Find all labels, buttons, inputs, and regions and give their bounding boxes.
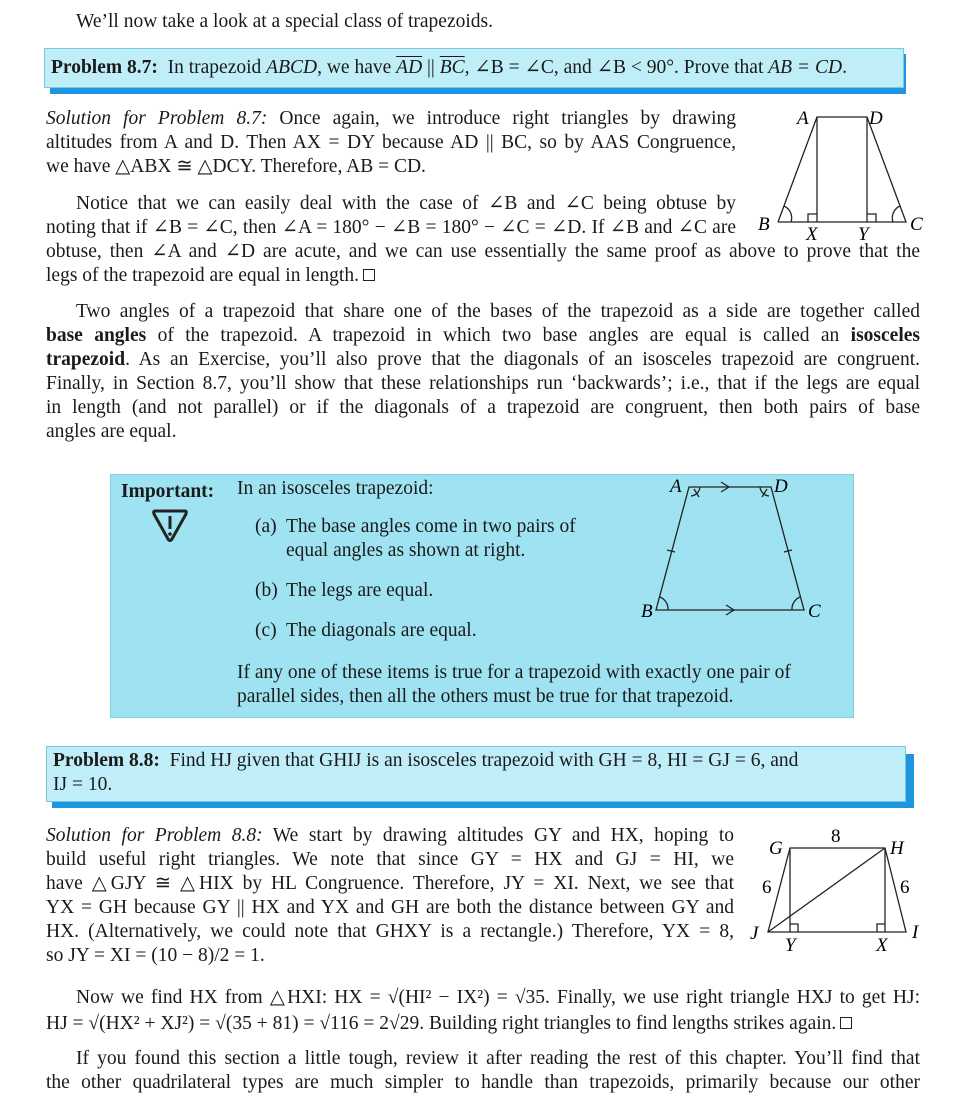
label-b: B <box>641 601 653 622</box>
solution-8-8-para2 <box>46 985 920 1037</box>
figure-trapezoid-ghij <box>748 818 960 958</box>
paragraph-line: Two angles of a trapezoid that share one of the bases of the trapezoid as a side are together called <box>76 301 920 322</box>
solution-8-7-para2 <box>46 192 736 240</box>
problem-text: ABCD <box>266 57 318 78</box>
label-h: H <box>890 838 904 859</box>
solution-line: we have △ABX ≅ △DCY. Therefore, AB = CD. <box>46 156 426 177</box>
paragraph-line: in length (and not parallel) or if the diagonals of a trapezoid are congruent, then both pairs of base <box>46 397 920 418</box>
solution-line: Once again, we introduce right triangles by drawing <box>279 108 737 129</box>
important-heading: In an isosceles trapezoid: <box>237 478 434 499</box>
qed-square-icon <box>363 269 375 281</box>
problem-text: , ∠B = ∠C, and ∠B < 90°. Prove that <box>464 57 769 78</box>
label-d: D <box>869 108 883 129</box>
solution-line: obtuse, then ∠A and ∠D are acute, and we can use essentially the same proof as above to prove that the <box>46 241 920 262</box>
label-y: Y <box>785 935 796 956</box>
problem-text: Find HJ given that GHIJ is an isosceles trapezoid with GH = 8, HI = GJ = 6, and <box>169 750 799 771</box>
problem-text: IJ = 10. <box>53 774 113 795</box>
solution-line: Notice that we can easily deal with the case of ∠B and ∠C being obtuse by <box>76 193 736 214</box>
paragraph-line: . As an Exercise, you’ll also prove that the diagonals of an isosceles trapezoid are congruent. <box>125 349 920 370</box>
problem-text: , we have <box>317 57 397 78</box>
qed-square-icon <box>840 1017 852 1029</box>
important-box <box>110 474 854 718</box>
solution-line: HX. (Alternatively, we could note that GHXY is a rectangle.) Therefore, YX = 8, <box>46 921 734 942</box>
solution-line: build useful right triangles. We note that since GY = HX and GJ = HI, we <box>46 849 734 870</box>
label-a: A <box>670 476 682 497</box>
segment-ad: $\overline{AD}$ <box>396 57 423 78</box>
label-b: B <box>758 214 770 235</box>
important-footer-line2: parallel sides, then all the others must be true for that trapezoid. <box>237 686 734 707</box>
paragraph-line: Finally, in Section 8.7, you’ll show that these relationships run ‘backwards’; i.e., that if the legs are equal <box>46 373 920 394</box>
solution-line: legs of the trapezoid are equal in length. <box>46 265 359 286</box>
solution-8-7 <box>46 107 736 179</box>
label-x: X <box>806 224 818 240</box>
warning-shield-icon <box>151 507 189 543</box>
item-a-line1: The base angles come in two pairs of <box>286 516 576 537</box>
side-gj-length: 6 <box>762 877 772 898</box>
solution-line: have △GJY ≅ △HIX by HL Congruence. Therefore, JY = XI. Next, we see that <box>46 873 734 894</box>
item-a-line2: equal angles as shown at right. <box>286 540 526 561</box>
solution-line: Now we find HX from △HXI: HX = √(HI² − IX²) = √35. Finally, we use right triangle HXJ to get HJ: <box>76 987 920 1008</box>
item-b-line1: The legs are equal. <box>286 580 434 601</box>
problem-8-7-label: Problem 8.7: <box>51 57 158 78</box>
solution-line: HJ = √(HX² + XJ²) = √(35 + 81) = √116 = 2√29. Building right triangles to find lengths strikes again. <box>46 1013 837 1034</box>
label-a: A <box>797 108 809 129</box>
important-footer-line1: If any one of these items is true for a trapezoid with exactly one pair of <box>237 662 791 683</box>
item-c-marker: (c) <box>255 620 277 641</box>
problem-8-7-box <box>44 48 904 88</box>
label-c: C <box>808 601 821 622</box>
label-d: D <box>774 476 788 497</box>
paragraph-line: angles are equal. <box>46 421 177 442</box>
problem-text: || <box>422 57 440 78</box>
item-c-line1: The diagonals are equal. <box>286 620 477 641</box>
term-base-angles: base angles <box>46 325 147 346</box>
definition-paragraph <box>46 300 920 444</box>
important-label: Important: <box>121 481 215 502</box>
label-x: X <box>876 935 888 956</box>
paragraph-line: of the trapezoid. A trapezoid in which two base angles are equal is called an <box>157 325 840 346</box>
problem-8-8-box <box>46 746 906 802</box>
label-j: J <box>750 923 759 944</box>
item-a-marker: (a) <box>255 516 277 537</box>
solution-line: We start by drawing altitudes GY and HX, hoping to <box>272 825 734 846</box>
segment-bc: $\overline{BC}$ <box>439 57 465 78</box>
label-y: Y <box>858 224 869 240</box>
side-gh-length: 8 <box>831 826 841 847</box>
label-c: C <box>910 214 923 235</box>
problem-text: In trapezoid <box>167 57 267 78</box>
figure-trapezoid-abcd <box>745 100 945 240</box>
term-isosceles: isosceles <box>850 325 920 346</box>
label-g: G <box>769 838 783 859</box>
solution-line: noting that if ∠B = ∠C, then ∠A = 180° − ∠B = 180° − ∠C = ∠D. If ∠B and ∠C are <box>46 217 736 238</box>
item-b-marker: (b) <box>255 580 278 601</box>
problem-text: AB = CD <box>768 57 843 78</box>
term-trapezoid: trapezoid <box>46 349 126 370</box>
paragraph-line: If you found this section a little tough, review it after reading the rest of this chapter. You’ll find that <box>76 1048 920 1069</box>
solution-8-7-para2-cont <box>46 240 920 288</box>
closing-paragraph <box>46 1047 920 1095</box>
paragraph-line: the other quadrilateral types are much simpler to handle than trapezoids, primarily because our other <box>46 1072 920 1093</box>
side-hi-length: 6 <box>900 877 910 898</box>
solution-line: YX = GH because GY || HX and YX and GH are both the distance between GY and <box>46 897 734 918</box>
problem-text: . <box>842 57 847 78</box>
solution-line: so JY = XI = (10 − 8)/2 = 1. <box>46 945 265 966</box>
intro-text: We’ll now take a look at a special class of trapezoids. <box>76 11 493 32</box>
label-i: I <box>912 922 919 943</box>
problem-8-8-label: Problem 8.8: <box>53 750 160 771</box>
solution-8-8-label: Solution for Problem 8.8: <box>46 825 263 846</box>
figure-isosceles-trapezoid <box>641 475 853 625</box>
solution-8-8 <box>46 824 734 968</box>
solution-8-7-label: Solution for Problem 8.7: <box>46 108 268 129</box>
solution-line: altitudes from A and D. Then AX = DY because AD || BC, so by AAS Congruence, <box>46 132 736 153</box>
